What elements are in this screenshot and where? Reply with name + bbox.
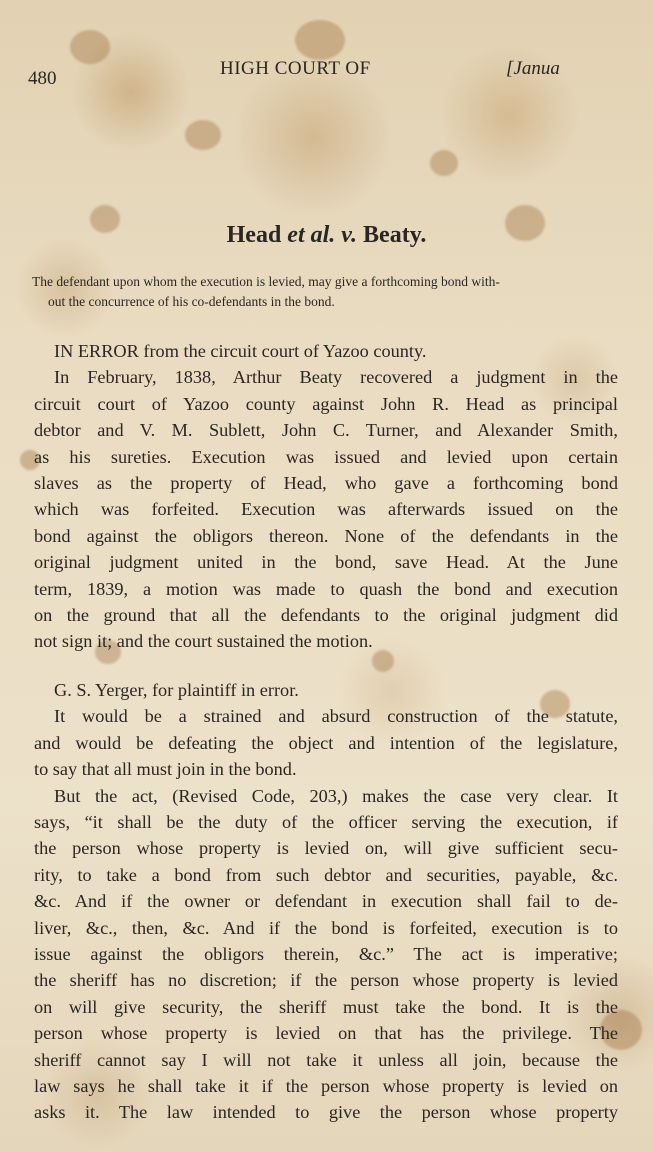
text-line: on will give security, the sheriff must take the bond. It is the <box>34 996 618 1017</box>
text-line: as his sureties. Execution was issued and levied upon certain <box>34 446 618 467</box>
text-line: circuit court of Yazoo county against John R. Head as principal <box>34 393 618 414</box>
text-line: &c. And if the owner or defendant in execution shall fail to de- <box>34 891 618 912</box>
headnote-line: The defendant upon whom the execution is levied, may give a forthcoming bond with- <box>32 274 500 289</box>
text-line: which was forfeited. Execution was afterwards issued on the <box>34 499 618 520</box>
text-line: It would be a strained and absurd construction of the statute, <box>54 706 618 727</box>
text-line: and would be defeating the object and intention of the legislature, <box>34 732 618 753</box>
text-line: sheriff cannot say I will not take it unless all join, because the <box>34 1049 618 1070</box>
paragraph-gap <box>34 655 618 677</box>
text-line: the person whose property is levied on, will give sufficient secu- <box>34 838 618 859</box>
running-head-date: [Janua <box>506 58 560 79</box>
text-line: asks it. The law intended to give the person whose property <box>34 1102 618 1123</box>
text-line: to say that all must join in the bond. <box>34 759 297 780</box>
stain-spot <box>430 150 458 176</box>
text-line: term, 1839, a motion was made to quash the bond and execution <box>34 578 618 599</box>
stain-spot <box>295 20 345 60</box>
text-line: original judgment united in the bond, save Head. At the June <box>34 552 618 573</box>
text-line: the sheriff has no discretion; if the person whose property is levied <box>34 970 618 991</box>
running-head <box>28 58 583 89</box>
text-line: says, “it shall be the duty of the officer serving the execution, if <box>34 811 618 832</box>
opinion-body <box>34 338 618 1126</box>
text-line: debtor and V. M. Sublett, John C. Turner, and Alexander Smith, <box>34 420 618 441</box>
page-number: 480 <box>28 68 57 89</box>
text-line: on the ground that all the defendants to the original judgment did <box>34 605 618 626</box>
text-line: not sign it; and the court sustained the motion. <box>34 631 373 652</box>
text-line: G. S. Yerger, for plaintiff in error. <box>54 679 299 700</box>
text-line: slaves as the property of Head, who gave a forthcoming bond <box>34 473 618 494</box>
text-line: IN ERROR from the circuit court of Yazoo county. <box>54 341 427 361</box>
stain-spot <box>185 120 221 150</box>
case-title <box>0 222 653 249</box>
running-head-title: HIGH COURT OF <box>220 58 371 79</box>
text-line: liver, &c., then, &c. And if the bond is forfeited, execution is to <box>34 917 618 938</box>
case-title-italic: et al. v. <box>287 222 358 248</box>
text-line: rity, to take a bond from such debtor and securities, payable, &c. <box>34 864 618 885</box>
text-line: issue against the obligors therein, &c.” The act is imperative; <box>34 943 618 964</box>
headnote <box>32 272 612 312</box>
case-title-party: Head <box>226 222 288 248</box>
case-title-party-end: Beaty. <box>357 222 427 248</box>
text-line: In February, 1838, Arthur Beaty recovered a judgment in the <box>54 367 618 388</box>
text-line: But the act, (Revised Code, 203,) makes the case very clear. It <box>54 785 618 806</box>
headnote-line: out the concurrence of his co-defendants in the bond. <box>48 294 335 309</box>
text-line: person whose property is levied on that has the privilege. The <box>34 1023 618 1044</box>
text-line: law says he shall take it if the person whose property is levied on <box>34 1075 618 1096</box>
text-line: bond against the obligors thereon. None of the defendants in the <box>34 525 618 546</box>
